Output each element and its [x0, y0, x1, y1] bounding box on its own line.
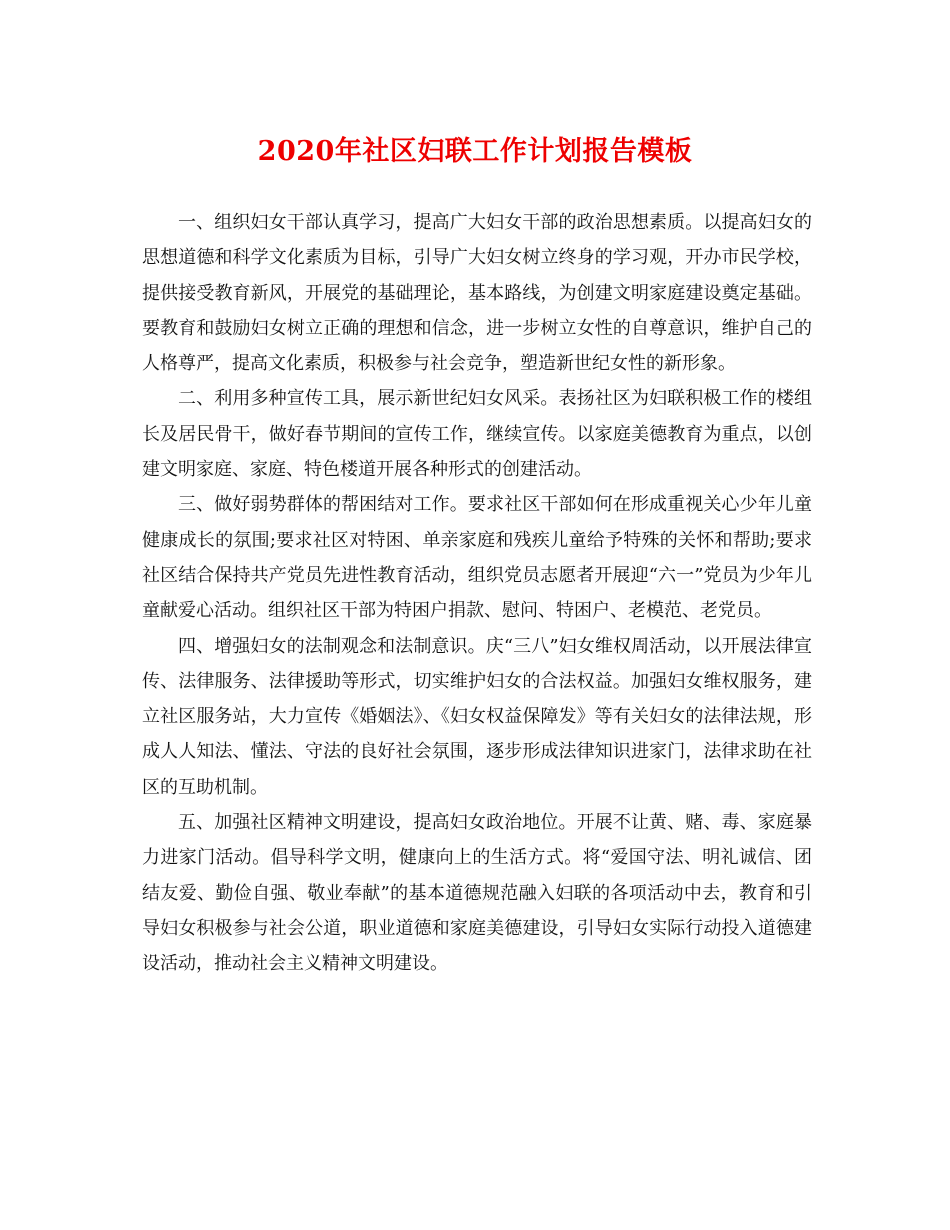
- paragraph-4: 四、增强妇女的法制观念和法制意识。庆“三八”妇女维权周活动，以开展法律宣传、法律服务、法律援助等形式，切实维护妇女的合法权益。加强妇女维权服务，建立社区服务站，大力宣传《婚姻法》、《妇女权益保障发》等有关妇女的法律法规，形成人人知法、懂法、守法的良好社会氛围，逐步形成法律知识进家门，法律求助在社区的互助机制。: [142, 635, 812, 798]
- paragraph-3: 三、做好弱势群体的帮困结对工作。要求社区干部如何在形成重视关心少年儿童健康成长的氛围;要求社区对特困、单亲家庭和残疾儿童给予特殊的关怀和帮助;要求社区结合保持共产党员先进性教育活动，组织党员志愿者开展迎“六一”党员为少年儿童献爱心活动。组织社区干部为特困户捐款、慰问、特困户、老模范、老党员。: [142, 494, 812, 622]
- paragraph-1: 一、组织妇女干部认真学习，提高广大妇女干部的政治思想素质。以提高妇女的思想道德和科学文化素质为目标，引导广大妇女树立终身的学习观，开办市民学校，提供接受教育新风，开展党的基础理论，基本路线，为创建文明家庭建设奠定基础。要教育和鼓励妇女树立正确的理想和信念，进一步树立女性的自尊意识，维护自己的人格尊严，提高文化素质，积极参与社会竞争，塑造新世纪女性的新形象。: [142, 212, 812, 375]
- paragraph-5: 五、加强社区精神文明建设，提高妇女政治地位。开展不让黄、赌、毒、家庭暴力进家门活动。倡导科学文明，健康向上的生活方式。将“爱国守法、明礼诚信、团结友爱、勤俭自强、敬业奉献”的基本道德规范融入妇联的各项活动中去，教育和引导妇女积极参与社会公道，职业道德和家庭美德建设，引导妇女实际行动投入道德建设活动，推动社会主义精神文明建设。: [142, 812, 812, 975]
- document-title: 2020年社区妇联工作计划报告模板: [257, 136, 693, 167]
- paragraph-2: 二、利用多种宣传工具，展示新世纪妇女风采。表扬社区为妇联积极工作的楼组长及居民骨干，做好春节期间的宣传工作，继续宣传。以家庭美德教育为重点，以创建文明家庭、家庭、特色楼道开展各种形式的创建活动。: [142, 388, 812, 481]
- document-body: [142, 205, 812, 982]
